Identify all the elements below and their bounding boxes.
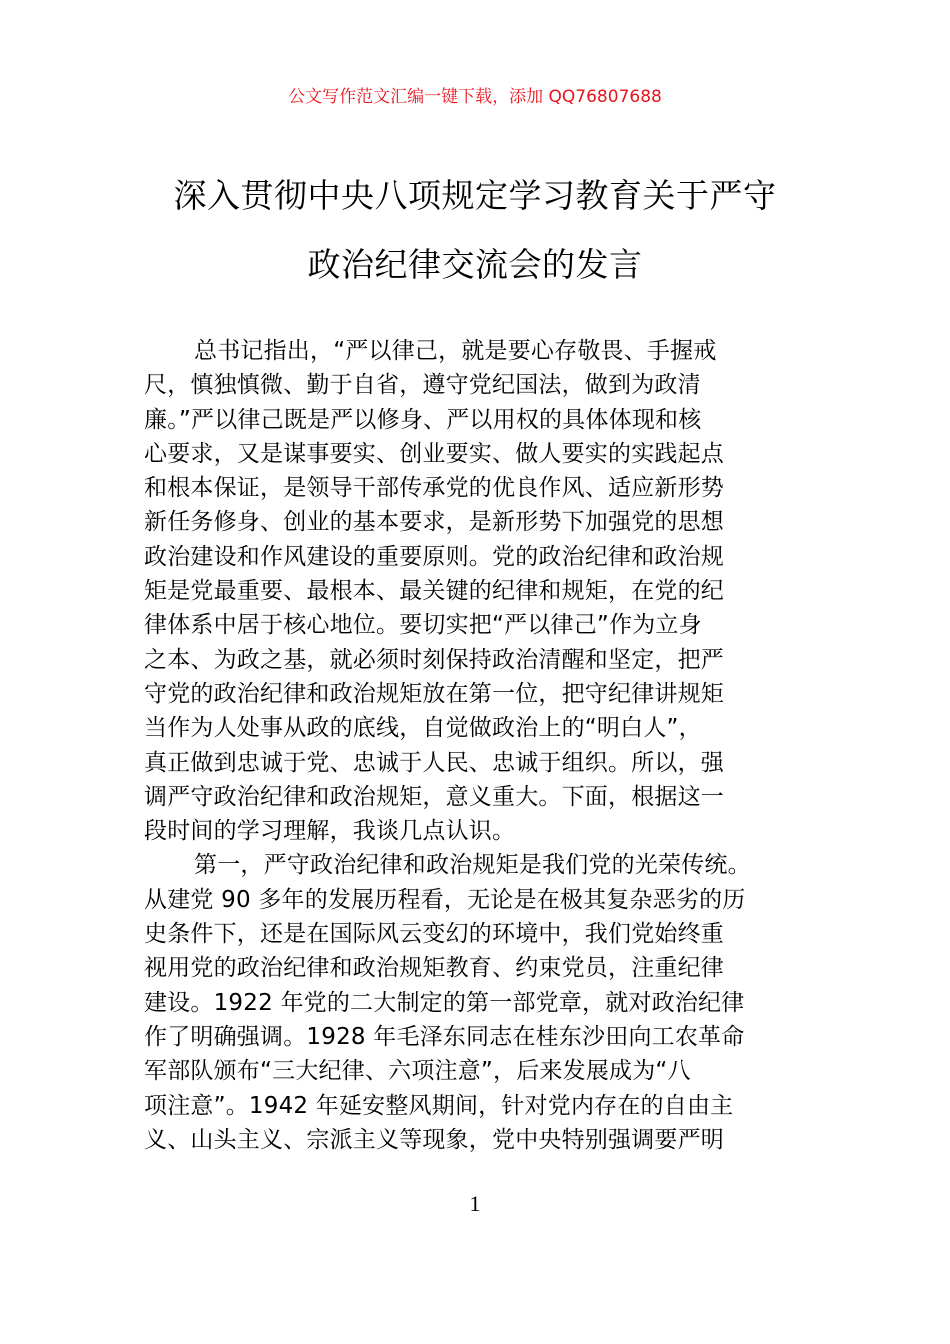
document-title-line-2: 政治纪律交流会的发言 xyxy=(307,245,643,284)
body-line: 之本、为政之基，就必须时刻保持政治清醒和坚定，把严 xyxy=(144,646,724,673)
header-note: 公文写作范文汇编一键下载，添加 QQ76807688 xyxy=(288,87,662,107)
body-line: 律体系中居于核心地位。要切实把“严以律己”作为立身 xyxy=(144,612,702,639)
body-line: 史条件下，还是在国际风云变幻的环境中，我们党始终重 xyxy=(144,921,724,948)
page-number: 1 xyxy=(469,1191,481,1216)
body-line: 军部队颁布“三大纪律、六项注意”，后来发展成为“八 xyxy=(144,1058,691,1085)
body-line: 建设。1922 年党的二大制定的第一部党章，就对政治纪律 xyxy=(144,989,745,1016)
body-line: 第一，严守政治纪律和政治规矩是我们党的光荣传统。 xyxy=(194,852,751,879)
body-line: 心要求，又是谋事要实、创业要实、做人要实的实践起点 xyxy=(144,440,724,467)
body-line: 尺，慎独慎微、勤于自省，遵守党纪国法，做到为政清 xyxy=(144,372,701,399)
body-line: 守党的政治纪律和政治规矩放在第一位，把守纪律讲规矩 xyxy=(144,680,724,707)
body-line: 当作为人处事从政的底线，自觉做政治上的“明白人”， xyxy=(144,715,702,742)
body-line: 政治建设和作风建设的重要原则。党的政治纪律和政治规 xyxy=(144,543,724,570)
body-line: 总书记指出，“严以律己，就是要心存敬畏、手握戒 xyxy=(194,338,717,364)
body-line: 作了明确强调。1928 年毛泽东同志在桂东沙田向工农革命 xyxy=(144,1023,745,1050)
body-line: 义、山头主义、宗派主义等现象，党中央特别强调要严明 xyxy=(144,1126,724,1153)
body-line: 真正做到忠诚于党、忠诚于人民、忠诚于组织。所以，强 xyxy=(144,749,724,776)
body-line: 视用党的政治纪律和政治规矩教育、约束党员，注重纪律 xyxy=(144,955,724,982)
body-line: 从建党 90 多年的发展历程看，无论是在极其复杂恶劣的历 xyxy=(144,886,746,913)
body-line: 和根本保证，是领导干部传承党的优良作风、适应新形势 xyxy=(144,475,724,502)
body-line: 廉。”严以律己既是严以修身、严以用权的具体体现和核 xyxy=(144,406,702,433)
body-line: 矩是党最重要、最根本、最关键的纪律和规矩，在党的纪 xyxy=(144,578,724,605)
body-line: 段时间的学习理解，我谈几点认识。 xyxy=(144,818,516,845)
body-line: 项注意”。1942 年延安整风期间，针对党内存在的自由主 xyxy=(144,1092,734,1119)
body-text xyxy=(144,334,811,1157)
document-title-line-1: 深入贯彻中央八项规定学习教育关于严守 xyxy=(173,176,777,215)
body-line: 新任务修身、创业的基本要求，是新形势下加强党的思想 xyxy=(144,509,724,536)
body-line: 调严守政治纪律和政治规矩，意义重大。下面，根据这一 xyxy=(144,783,724,810)
